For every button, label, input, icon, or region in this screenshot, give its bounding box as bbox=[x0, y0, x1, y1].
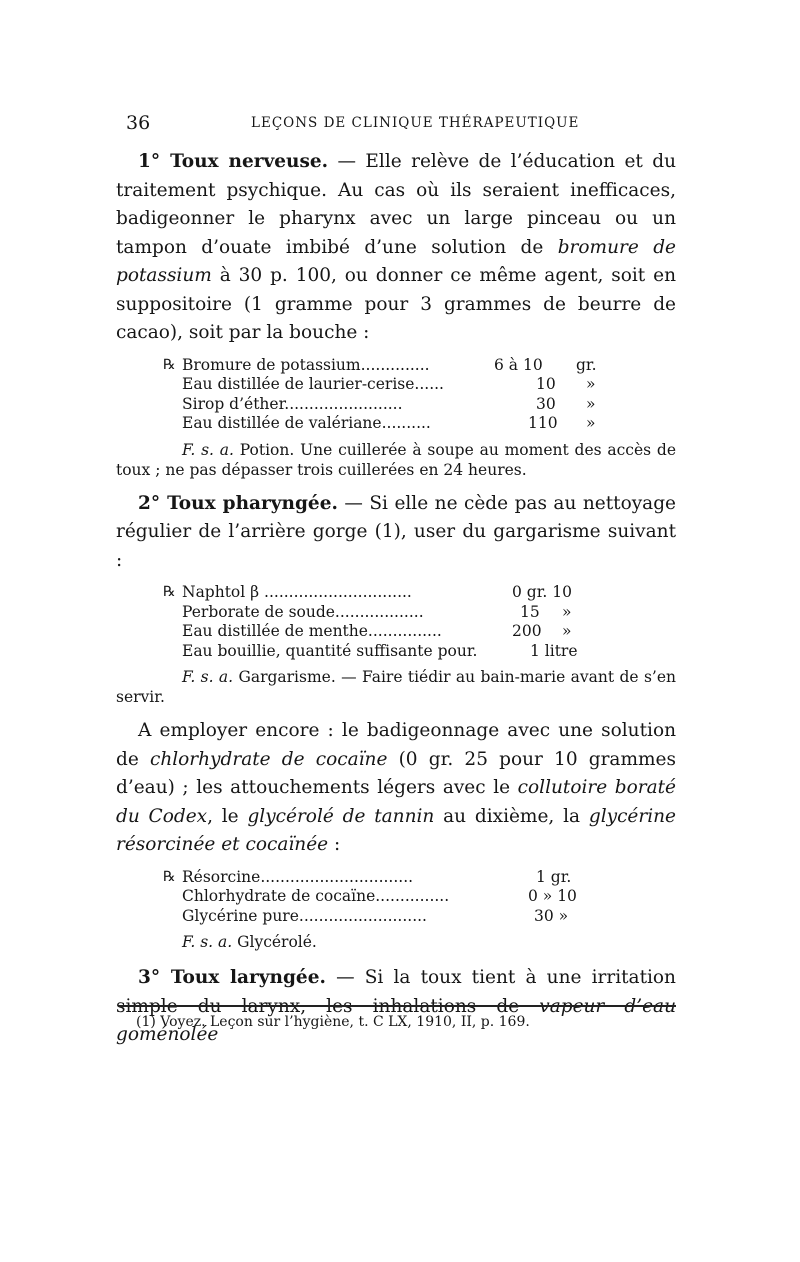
paragraph-text: , le bbox=[207, 805, 248, 827]
italic-term: bromure de potassium bbox=[116, 236, 676, 286]
note-text: Potion. Une cuillerée à soupe au moment des accès de toux ; ne pas dépasser trois cuillerées en 24 heures. bbox=[116, 440, 676, 479]
running-head: LEÇONS DE CLINIQUE THÉRAPEUTIQUE bbox=[251, 115, 580, 131]
paragraph-employer-encore bbox=[116, 717, 676, 860]
ingredient-name: Chlorhydrate de cocaïne............... bbox=[182, 887, 450, 905]
recipe-symbol: ℞ bbox=[163, 868, 176, 885]
ingredient-quantity: 0 » 10 bbox=[528, 887, 577, 905]
ingredient-quantity: 0 gr. 10 bbox=[512, 583, 572, 601]
note-text: Gargarisme. — Faire tiédir au bain-marie avant de s’en servir. bbox=[116, 668, 677, 706]
paragraph-text: au dixième, la bbox=[434, 805, 589, 827]
fsa-abbrev: F. s. a. bbox=[182, 933, 233, 951]
prescription-potion bbox=[116, 356, 676, 434]
ingredient-quantity: 30 bbox=[536, 394, 556, 413]
italic-term: glycérine résorcinée et cocaïnée bbox=[116, 805, 677, 855]
prescription-line bbox=[116, 622, 676, 642]
prescription-line bbox=[116, 414, 676, 434]
page-body bbox=[116, 148, 676, 1050]
section-heading-toux-pharyngee: 2° Toux pharyngée. bbox=[138, 492, 338, 514]
italic-term: vapeur d’eau goménolée bbox=[116, 995, 676, 1045]
prescription-note bbox=[116, 667, 676, 707]
ingredient-name: Résorcine............................... bbox=[182, 867, 414, 886]
ingredient-quantity: 30 » bbox=[534, 906, 569, 925]
ingredient-name: Eau bouillie, quantité suffisante pour. bbox=[182, 641, 478, 660]
fsa-abbrev: F. s. a. bbox=[182, 668, 234, 686]
ingredient-quantity: 15 bbox=[520, 602, 540, 621]
footnote: (1) Voyez. Leçon sur l’hygiène, t. C LX, 1910, II, p. 169. bbox=[136, 1014, 530, 1030]
recipe-symbol: ℞ bbox=[163, 356, 176, 373]
ingredient-name: Perborate de soude.................. bbox=[182, 602, 424, 621]
prescription-line bbox=[116, 603, 676, 623]
italic-term: collutoire boraté du Codex bbox=[116, 777, 677, 827]
ingredient-quantity: 110 bbox=[528, 414, 558, 432]
paragraph-toux-nerveuse bbox=[116, 148, 676, 348]
ingredient-unit: » bbox=[586, 414, 596, 432]
ingredient-name: Glycérine pure.......................... bbox=[182, 906, 427, 925]
fsa-abbrev: F. s. a. bbox=[182, 440, 234, 459]
paragraph-text: — Si la toux tient à une irritation simple du larynx, les inhalations de bbox=[116, 967, 676, 1017]
ingredient-unit: » bbox=[586, 375, 596, 393]
italic-term: chlorhydrate de cocaïne bbox=[149, 748, 388, 770]
paragraph-text: A employer encore : le badigeonnage avec une solution de bbox=[116, 720, 676, 770]
paragraph-toux-pharyngee bbox=[116, 490, 676, 576]
section-heading-toux-nerveuse: 1° Toux nerveuse. bbox=[138, 151, 329, 172]
paragraph-text: — Elle relève de l’éducation et du traitement psychique. Au cas où ils seraient inefficaces, badigeonner le pharynx avec un large pinceau ou un tampon d’ouate imbibé d’une solution de bbox=[116, 151, 676, 258]
ingredient-name: Naphtol β .............................. bbox=[182, 583, 412, 601]
ingredient-unit: » bbox=[562, 622, 572, 640]
prescription-line bbox=[116, 356, 676, 376]
italic-term: glycérolé de tannin bbox=[247, 805, 435, 827]
ingredient-quantity: 1 gr. bbox=[536, 867, 572, 886]
ingredient-quantity: 1 litre bbox=[530, 641, 578, 660]
ingredient-unit: » bbox=[586, 394, 596, 413]
ingredient-unit: » bbox=[562, 602, 572, 621]
prescription-line bbox=[116, 868, 676, 888]
prescription-line bbox=[116, 583, 676, 603]
ingredient-name: Bromure de potassium.............. bbox=[182, 355, 430, 374]
ingredient-quantity: 6 à 10 bbox=[494, 355, 543, 374]
prescription-note bbox=[116, 932, 676, 952]
page-number: 36 bbox=[126, 112, 151, 134]
paragraph-text: à 30 p. 100, ou donner ce même agent, soit en suppositoire (1 gramme pour 3 grammes de beurre de cacao), soit par la bouche : bbox=[116, 265, 676, 343]
prescription-line bbox=[116, 642, 676, 662]
paragraph-text: — Si elle ne cède pas au nettoyage régulier de l’arrière gorge (1), user du gargarisme suivant : bbox=[116, 492, 676, 571]
ingredient-name: Eau distillée de valériane.......... bbox=[182, 414, 431, 432]
ingredient-quantity: 10 bbox=[536, 375, 556, 393]
page-header bbox=[126, 112, 670, 138]
note-text: Glycérolé. bbox=[232, 933, 317, 951]
paragraph-text: : bbox=[328, 834, 341, 855]
prescription-line bbox=[116, 887, 676, 907]
recipe-symbol: ℞ bbox=[163, 584, 176, 600]
section-heading-toux-laryngee: 3° Toux laryngée. bbox=[138, 967, 326, 988]
ingredient-name: Eau distillée de laurier-cerise...... bbox=[182, 375, 444, 393]
ingredient-name: Sirop d’éther........................ bbox=[182, 394, 403, 413]
paragraph-text: (0 gr. 25 pour 10 grammes d’eau) ; les attouchements légers avec le bbox=[116, 748, 676, 798]
prescription-note bbox=[116, 440, 676, 480]
prescription-line bbox=[116, 395, 676, 415]
ingredient-name: Eau distillée de menthe............... bbox=[182, 622, 442, 640]
prescription-line bbox=[116, 907, 676, 927]
ingredient-quantity: 200 bbox=[512, 622, 542, 640]
ingredient-unit: gr. bbox=[576, 355, 597, 374]
prescription-gargarisme bbox=[116, 583, 676, 661]
prescription-glycerole bbox=[116, 868, 676, 927]
prescription-line bbox=[116, 375, 676, 395]
footnote-rule bbox=[118, 1005, 676, 1007]
